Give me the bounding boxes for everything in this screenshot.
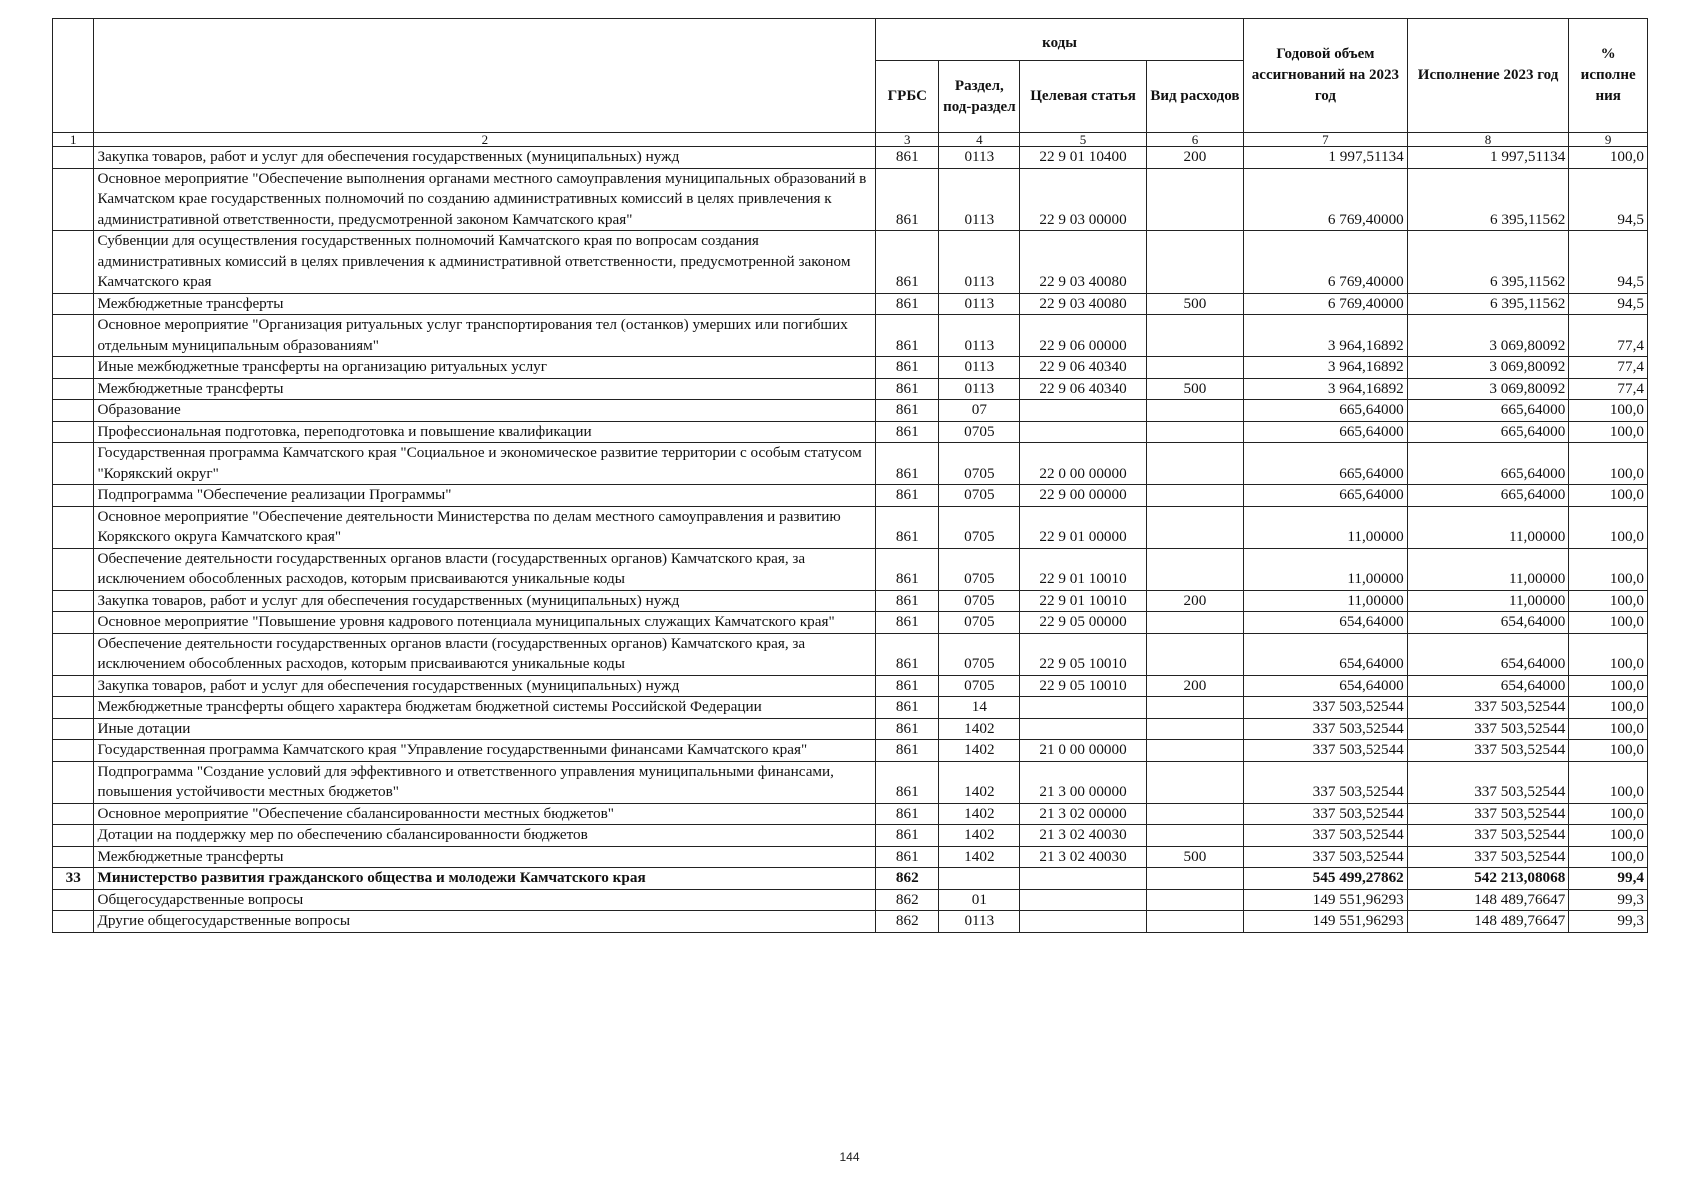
row-execution: 11,00000 [1407,506,1569,548]
row-target: 21 3 02 40030 [1020,846,1147,868]
row-annual: 654,64000 [1244,633,1408,675]
row-kind [1146,612,1243,634]
row-section: 0113 [939,357,1020,379]
row-kind [1146,400,1243,422]
col-number: 2 [94,133,876,147]
row-section: 1402 [939,761,1020,803]
table-body [53,147,1648,933]
row-kind [1146,443,1243,485]
row-annual: 665,64000 [1244,443,1408,485]
row-kind [1146,868,1243,890]
column-number-row [53,133,1648,147]
row-annual: 337 503,52544 [1244,825,1408,847]
table-row [53,612,1648,634]
row-name: Обеспечение деятельности государственных органов власти (государственных органов) Камчатского края, за исключением обособленных расходов, которым присваиваются уникальные коды [94,633,876,675]
table-row [53,825,1648,847]
row-name: Основное мероприятие "Обеспечение сбалансированности местных бюджетов" [94,803,876,825]
row-target: 22 9 03 40080 [1020,293,1147,315]
row-target: 22 9 01 10010 [1020,590,1147,612]
row-percent: 100,0 [1569,443,1648,485]
row-name: Министерство развития гражданского общества и молодежи Камчатского края [94,868,876,890]
row-target [1020,868,1147,890]
budget-execution-table [52,18,1648,933]
row-grbs: 861 [876,548,939,590]
header-grbs: ГРБС [876,61,939,133]
row-target: 21 3 02 00000 [1020,803,1147,825]
row-section: 1402 [939,846,1020,868]
row-number [53,147,94,169]
row-annual: 11,00000 [1244,548,1408,590]
row-percent: 100,0 [1569,697,1648,719]
row-execution: 6 395,11562 [1407,293,1569,315]
row-number [53,506,94,548]
row-annual: 149 551,96293 [1244,911,1408,933]
table-row [53,740,1648,762]
row-percent: 100,0 [1569,612,1648,634]
row-grbs: 861 [876,485,939,507]
row-name: Образование [94,400,876,422]
row-grbs: 861 [876,633,939,675]
row-execution: 148 489,76647 [1407,911,1569,933]
table-row [53,357,1648,379]
row-target: 22 9 00 00000 [1020,485,1147,507]
row-target: 21 3 00 00000 [1020,761,1147,803]
row-target [1020,421,1147,443]
row-number [53,315,94,357]
table-row [53,293,1648,315]
row-kind [1146,718,1243,740]
table-row [53,400,1648,422]
row-percent: 100,0 [1569,803,1648,825]
row-annual: 337 503,52544 [1244,718,1408,740]
row-percent: 100,0 [1569,400,1648,422]
row-execution: 542 213,08068 [1407,868,1569,890]
row-annual: 665,64000 [1244,421,1408,443]
col-number: 6 [1146,133,1243,147]
row-target: 22 9 01 10010 [1020,548,1147,590]
row-percent: 99,3 [1569,911,1648,933]
col-number: 8 [1407,133,1569,147]
row-percent: 100,0 [1569,675,1648,697]
row-grbs: 862 [876,911,939,933]
row-percent: 100,0 [1569,633,1648,675]
row-number [53,889,94,911]
row-grbs: 861 [876,825,939,847]
table-row [53,761,1648,803]
row-kind [1146,633,1243,675]
row-execution: 654,64000 [1407,612,1569,634]
header-codes: коды [876,19,1244,61]
row-execution: 1 997,51134 [1407,147,1569,169]
row-section: 0705 [939,612,1020,634]
row-name: Межбюджетные трансферты [94,293,876,315]
row-target [1020,911,1147,933]
row-kind: 200 [1146,147,1243,169]
row-percent: 100,0 [1569,718,1648,740]
row-annual: 149 551,96293 [1244,889,1408,911]
row-name: Подпрограмма "Обеспечение реализации Программы" [94,485,876,507]
row-percent: 94,5 [1569,231,1648,294]
row-grbs: 861 [876,675,939,697]
row-number [53,675,94,697]
row-kind [1146,315,1243,357]
row-section: 0705 [939,443,1020,485]
row-execution: 337 503,52544 [1407,803,1569,825]
header-target: Целевая статья [1020,61,1147,133]
row-section: 0705 [939,675,1020,697]
row-section: 01 [939,889,1020,911]
table-row [53,590,1648,612]
table-row [53,803,1648,825]
row-number [53,357,94,379]
row-name: Закупка товаров, работ и услуг для обеспечения государственных (муниципальных) нужд [94,590,876,612]
row-execution: 337 503,52544 [1407,846,1569,868]
row-section: 0705 [939,633,1020,675]
header-section: Раздел, под-раздел [939,61,1020,133]
col-number: 7 [1244,133,1408,147]
row-execution: 337 503,52544 [1407,761,1569,803]
row-number [53,400,94,422]
row-name: Иные дотации [94,718,876,740]
row-number [53,612,94,634]
row-kind [1146,421,1243,443]
row-target [1020,400,1147,422]
row-execution: 665,64000 [1407,485,1569,507]
header-row-top [53,19,1648,61]
row-annual: 665,64000 [1244,400,1408,422]
row-number [53,590,94,612]
row-percent: 94,5 [1569,168,1648,231]
row-number [53,378,94,400]
table-row [53,697,1648,719]
table-row [53,421,1648,443]
row-name: Другие общегосударственные вопросы [94,911,876,933]
row-section: 1402 [939,740,1020,762]
table-row [53,506,1648,548]
row-name: Профессиональная подготовка, переподготовка и повышение квалификации [94,421,876,443]
row-annual: 337 503,52544 [1244,761,1408,803]
header-num-cell [53,19,94,133]
row-grbs: 861 [876,803,939,825]
row-execution: 11,00000 [1407,548,1569,590]
row-target: 21 3 02 40030 [1020,825,1147,847]
row-percent: 100,0 [1569,590,1648,612]
row-kind [1146,485,1243,507]
row-number [53,718,94,740]
row-section: 0113 [939,168,1020,231]
row-grbs: 861 [876,612,939,634]
row-name: Подпрограмма "Создание условий для эффективного и ответственного управления муниципальными финансами, повышения устойчивости местных бюджетов" [94,761,876,803]
row-name: Межбюджетные трансферты общего характера бюджетам бюджетной системы Российской Федерации [94,697,876,719]
col-number: 1 [53,133,94,147]
row-target: 22 9 05 10010 [1020,633,1147,675]
row-execution: 148 489,76647 [1407,889,1569,911]
row-number [53,697,94,719]
row-target [1020,718,1147,740]
row-grbs: 861 [876,443,939,485]
row-number [53,846,94,868]
row-kind [1146,911,1243,933]
row-name: Субвенции для осуществления государственных полномочий Камчатского края по вопросам создания административных комиссий в целях привлечения к административной ответственности, предусмотренной законом Камчатского края [94,231,876,294]
col-number: 3 [876,133,939,147]
row-number [53,911,94,933]
row-target [1020,697,1147,719]
row-grbs: 861 [876,697,939,719]
row-name: Государственная программа Камчатского края "Социальное и экономическое развитие территории с особым статусом "Корякский округ" [94,443,876,485]
table-row [53,846,1648,868]
row-kind [1146,697,1243,719]
row-grbs: 862 [876,868,939,890]
row-target: 21 0 00 00000 [1020,740,1147,762]
table-row [53,633,1648,675]
row-number [53,421,94,443]
row-target: 22 0 00 00000 [1020,443,1147,485]
row-percent: 100,0 [1569,147,1648,169]
row-target: 22 9 06 00000 [1020,315,1147,357]
row-grbs: 861 [876,421,939,443]
row-name: Общегосударственные вопросы [94,889,876,911]
row-kind [1146,803,1243,825]
row-execution: 337 503,52544 [1407,740,1569,762]
row-percent: 100,0 [1569,740,1648,762]
row-target: 22 9 06 40340 [1020,357,1147,379]
row-annual: 6 769,40000 [1244,231,1408,294]
row-percent: 94,5 [1569,293,1648,315]
row-annual: 337 503,52544 [1244,740,1408,762]
table-row [53,911,1648,933]
row-execution: 665,64000 [1407,421,1569,443]
budget-table-sheet [52,18,1648,933]
table-row [53,443,1648,485]
row-execution: 11,00000 [1407,590,1569,612]
row-number [53,803,94,825]
row-annual: 11,00000 [1244,590,1408,612]
table-row [53,889,1648,911]
row-annual: 337 503,52544 [1244,697,1408,719]
row-name: Обеспечение деятельности государственных органов власти (государственных органов) Камчатского края, за исключением обособленных расходов, которым присваиваются уникальные коды [94,548,876,590]
row-execution: 654,64000 [1407,675,1569,697]
row-percent: 99,3 [1569,889,1648,911]
row-grbs: 861 [876,315,939,357]
table-row [53,485,1648,507]
row-grbs: 861 [876,378,939,400]
row-target: 22 9 01 00000 [1020,506,1147,548]
row-section: 1402 [939,803,1020,825]
row-number [53,740,94,762]
row-percent: 100,0 [1569,548,1648,590]
row-section: 0113 [939,293,1020,315]
row-annual: 3 964,16892 [1244,378,1408,400]
row-name: Закупка товаров, работ и услуг для обеспечения государственных (муниципальных) нужд [94,147,876,169]
row-number [53,548,94,590]
row-percent: 100,0 [1569,761,1648,803]
row-execution: 3 069,80092 [1407,315,1569,357]
row-kind [1146,548,1243,590]
table-row [53,147,1648,169]
row-annual: 6 769,40000 [1244,293,1408,315]
row-name: Межбюджетные трансферты [94,846,876,868]
row-annual: 654,64000 [1244,612,1408,634]
row-name: Основное мероприятие "Обеспечение выполнения органами местного самоуправления муниципальных образований в Камчатском крае государственных полномочий по созданию административных комиссий в целях привлечения к административной ответственности, предусмотренной законом Камчатского края" [94,168,876,231]
row-number [53,761,94,803]
row-grbs: 861 [876,846,939,868]
row-kind [1146,889,1243,911]
row-section: 0705 [939,421,1020,443]
table-row [53,378,1648,400]
row-name: Иные межбюджетные трансферты на организацию ритуальных услуг [94,357,876,379]
header-kind: Вид расходов [1146,61,1243,133]
row-number [53,168,94,231]
header-percent: % исполне ния [1569,19,1648,133]
row-grbs: 861 [876,147,939,169]
row-percent: 100,0 [1569,506,1648,548]
row-grbs: 861 [876,293,939,315]
row-execution: 337 503,52544 [1407,697,1569,719]
row-target: 22 9 05 10010 [1020,675,1147,697]
row-percent: 100,0 [1569,421,1648,443]
row-annual: 337 503,52544 [1244,846,1408,868]
row-percent: 100,0 [1569,485,1648,507]
row-annual: 545 499,27862 [1244,868,1408,890]
row-section [939,868,1020,890]
row-kind: 500 [1146,378,1243,400]
row-section: 14 [939,697,1020,719]
row-percent: 99,4 [1569,868,1648,890]
row-kind [1146,825,1243,847]
table-row [53,548,1648,590]
row-percent: 77,4 [1569,378,1648,400]
row-kind: 500 [1146,293,1243,315]
row-target: 22 9 01 10400 [1020,147,1147,169]
row-section: 0113 [939,911,1020,933]
row-target: 22 9 03 40080 [1020,231,1147,294]
row-name: Основное мероприятие "Организация ритуальных услуг транспортирования тел (останков) умерших или погибших отдельным муниципальным образованиям" [94,315,876,357]
row-execution: 654,64000 [1407,633,1569,675]
row-annual: 337 503,52544 [1244,803,1408,825]
row-kind [1146,231,1243,294]
row-annual: 3 964,16892 [1244,315,1408,357]
row-name: Государственная программа Камчатского края "Управление государственными финансами Камчатского края" [94,740,876,762]
row-execution: 337 503,52544 [1407,718,1569,740]
row-grbs: 861 [876,590,939,612]
header-annual: Годовой объем ассигнований на 2023 год [1244,19,1408,133]
row-number [53,485,94,507]
row-kind: 200 [1146,590,1243,612]
row-target: 22 9 06 40340 [1020,378,1147,400]
row-section: 1402 [939,718,1020,740]
table-row [53,315,1648,357]
col-number: 5 [1020,133,1147,147]
row-target [1020,889,1147,911]
row-section: 0113 [939,147,1020,169]
row-name: Межбюджетные трансферты [94,378,876,400]
row-grbs: 861 [876,357,939,379]
row-number [53,633,94,675]
row-section: 0113 [939,378,1020,400]
row-execution: 665,64000 [1407,400,1569,422]
row-target: 22 9 05 00000 [1020,612,1147,634]
row-grbs: 861 [876,718,939,740]
row-number: 33 [53,868,94,890]
row-grbs: 861 [876,740,939,762]
row-annual: 6 769,40000 [1244,168,1408,231]
col-number: 9 [1569,133,1648,147]
row-section: 07 [939,400,1020,422]
row-section: 1402 [939,825,1020,847]
row-annual: 11,00000 [1244,506,1408,548]
header-execution: Исполнение 2023 год [1407,19,1569,133]
row-percent: 77,4 [1569,315,1648,357]
row-target: 22 9 03 00000 [1020,168,1147,231]
row-percent: 100,0 [1569,846,1648,868]
row-execution: 3 069,80092 [1407,378,1569,400]
row-name: Основное мероприятие "Обеспечение деятельности Министерства по делам местного самоуправления и развитию Корякского округа Камчатского края" [94,506,876,548]
row-execution: 665,64000 [1407,443,1569,485]
row-section: 0705 [939,590,1020,612]
row-kind [1146,506,1243,548]
row-kind [1146,761,1243,803]
row-execution: 6 395,11562 [1407,231,1569,294]
row-grbs: 861 [876,168,939,231]
row-grbs: 861 [876,761,939,803]
row-name: Основное мероприятие "Повышение уровня кадрового потенциала муниципальных служащих Камчатского края" [94,612,876,634]
row-number [53,825,94,847]
row-execution: 3 069,80092 [1407,357,1569,379]
row-section: 0113 [939,315,1020,357]
row-section: 0113 [939,231,1020,294]
row-grbs: 862 [876,889,939,911]
row-execution: 337 503,52544 [1407,825,1569,847]
row-name: Дотации на поддержку мер по обеспечению сбалансированности бюджетов [94,825,876,847]
table-row [53,231,1648,294]
row-annual: 665,64000 [1244,485,1408,507]
row-section: 0705 [939,485,1020,507]
row-grbs: 861 [876,231,939,294]
row-kind: 500 [1146,846,1243,868]
row-name: Закупка товаров, работ и услуг для обеспечения государственных (муниципальных) нужд [94,675,876,697]
row-kind: 200 [1146,675,1243,697]
row-section: 0705 [939,548,1020,590]
row-annual: 1 997,51134 [1244,147,1408,169]
col-number: 4 [939,133,1020,147]
table-row [53,718,1648,740]
row-percent: 100,0 [1569,825,1648,847]
table-row [53,868,1648,890]
page-number: 144 [839,1150,860,1164]
table-row [53,675,1648,697]
row-grbs: 861 [876,400,939,422]
row-kind [1146,168,1243,231]
row-percent: 77,4 [1569,357,1648,379]
header-name-cell [94,19,876,133]
row-kind [1146,357,1243,379]
row-section: 0705 [939,506,1020,548]
row-grbs: 861 [876,506,939,548]
row-number [53,293,94,315]
table-row [53,168,1648,231]
row-execution: 6 395,11562 [1407,168,1569,231]
row-annual: 654,64000 [1244,675,1408,697]
row-number [53,443,94,485]
row-number [53,231,94,294]
row-annual: 3 964,16892 [1244,357,1408,379]
row-kind [1146,740,1243,762]
